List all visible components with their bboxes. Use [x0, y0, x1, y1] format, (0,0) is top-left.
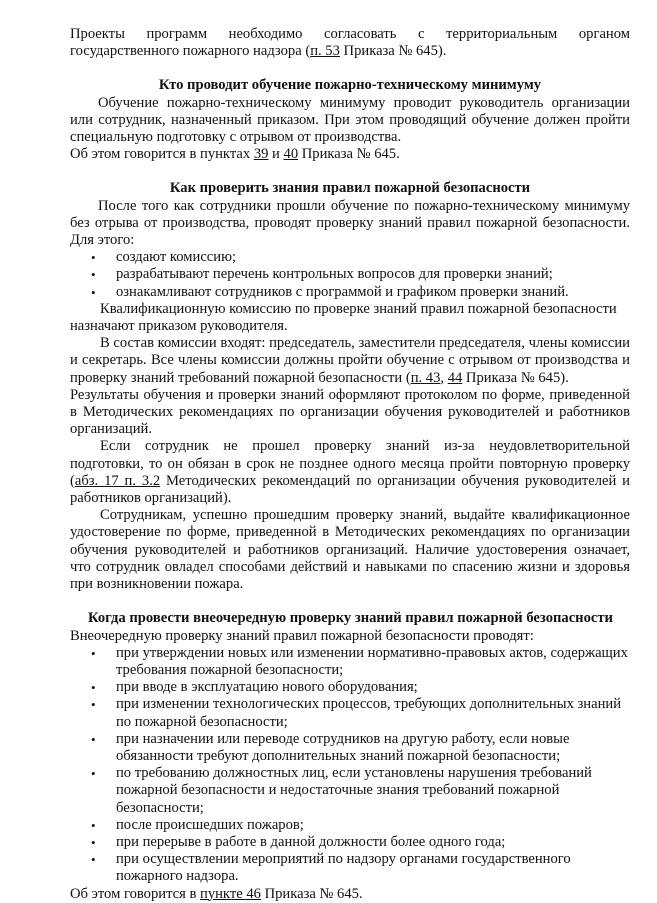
ref-link-40[interactable]: 40	[283, 146, 299, 163]
ref-link-44[interactable]: 44	[447, 369, 463, 386]
spacer	[70, 593, 630, 610]
list-item: • при утверждении новых или изменении нормативно-правовых актов, содержащих требования пожарной безопасности;	[116, 645, 630, 679]
extraordinary-bullet-list	[70, 645, 630, 886]
section-heading-extraordinary: Когда провести внеочередную проверку знаний правил пожарной безопасности	[88, 610, 613, 627]
check-paragraph-6: Сотрудникам, успешно прошедшим проверку знаний, выдайте квалификационное удостоверение по форме, приведенной в Методических рекомендациях по организации обучения руководителей и работников организаций. Наличие удостоверения означает, что сотрудник овладел способами действий и навыками по спасению жизни и здоровья при возникновении пожара.	[70, 507, 630, 593]
list-item: • по требованию должностных лиц, если установлены нарушения требований пожарной безопасности и недостаточные знания требований пожарной безопасности;	[116, 765, 630, 817]
intro-paragraph: Проекты программ необходимо согласовать с территориальным органом государственного пожарного надзора (п. 53 Приказа № 645).	[70, 26, 630, 60]
list-item: • при перерыве в работе в данной должности более одного года;	[116, 834, 630, 851]
check-paragraph-4: Результаты обучения и проверки знаний оформляют протоколом по форме, приведенной в Методических рекомендациях по организации обучения руководителей и работников организаций.	[70, 386, 630, 438]
training-source: Об этом говорится в пунктах 39 и 40 Приказа № 645.	[70, 146, 400, 163]
list-item: • при вводе в эксплуатацию нового оборудования;	[116, 679, 630, 696]
ref-link-abz17[interactable]: абз. 17 п. 3.2	[74, 472, 161, 489]
training-paragraph: Обучение пожарно-техническому минимуму проводит руководитель организации или сотрудник, назначенный приказом. При этом проводящий обучение должен пройти специальную подготовку с отрывом от производства.	[70, 94, 630, 146]
ref-link-p53[interactable]: п. 53	[310, 43, 340, 60]
ref-link-p43[interactable]: п. 43	[410, 369, 441, 386]
check-paragraph-3: В состав комиссии входят: председатель, заместители председателя, члены комиссии и секретарь. Все члены комиссии должны пройти обучение с отрывом от производства и проверку знаний требований пожарной безопасности (п. 43, 44 Приказа № 645).	[70, 335, 630, 386]
list-item: • ознакамливают сотрудников с программой и графиком проверки знаний.	[116, 284, 630, 301]
extraordinary-source: Об этом говорится в пункте 46 Приказа № 645.	[70, 885, 363, 902]
ref-link-39[interactable]: 39	[253, 146, 269, 163]
extraordinary-intro: Внеочередную проверку знаний правил пожарной безопасности проводят:	[70, 627, 534, 644]
list-item: • создают комиссию;	[116, 249, 630, 266]
list-item: • при изменении технологических процессов, требующих дополнительных знаний по пожарной безопасности;	[116, 696, 630, 730]
section-heading-check: Как проверить знания правил пожарной безопасности	[169, 180, 531, 197]
list-item: • после происшедших пожаров;	[116, 817, 630, 834]
spacer	[70, 60, 630, 77]
check-paragraph-2: Квалификационную комиссию по проверке знаний правил пожарной безопасности назначают приказом руководителя.	[70, 300, 617, 335]
list-item: • при осуществлении мероприятий по надзору органами государственного пожарного надзора.	[116, 851, 630, 885]
list-item: • при назначении или переводе сотрудников на другую работу, если новые обязанности требуют дополнительных знаний пожарной безопасности;	[116, 731, 630, 765]
list-item: • разрабатывают перечень контрольных вопросов для проверки знаний;	[116, 266, 630, 283]
check-paragraph-1: После того как сотрудники прошли обучение по пожарно-техническому минимуму без отрыва от производства, проводят проверку знаний правил пожарной безопасности. Для этого:	[70, 197, 630, 249]
check-bullet-list	[70, 249, 630, 301]
check-paragraph-5: Если сотрудник не прошел проверку знаний из-за неудовлетворительной подготовки, то он обязан в срок не позднее одного месяца пройти повторную проверку (абз. 17 п. 3.2 Методических рекомендаций по организации обучения руководителей и работников организаций).	[70, 438, 630, 507]
spacer	[70, 163, 630, 180]
section-heading-training: Кто проводит обучение пожарно-техническому минимуму	[158, 77, 542, 94]
ref-link-46[interactable]: пункте 46	[200, 885, 261, 902]
